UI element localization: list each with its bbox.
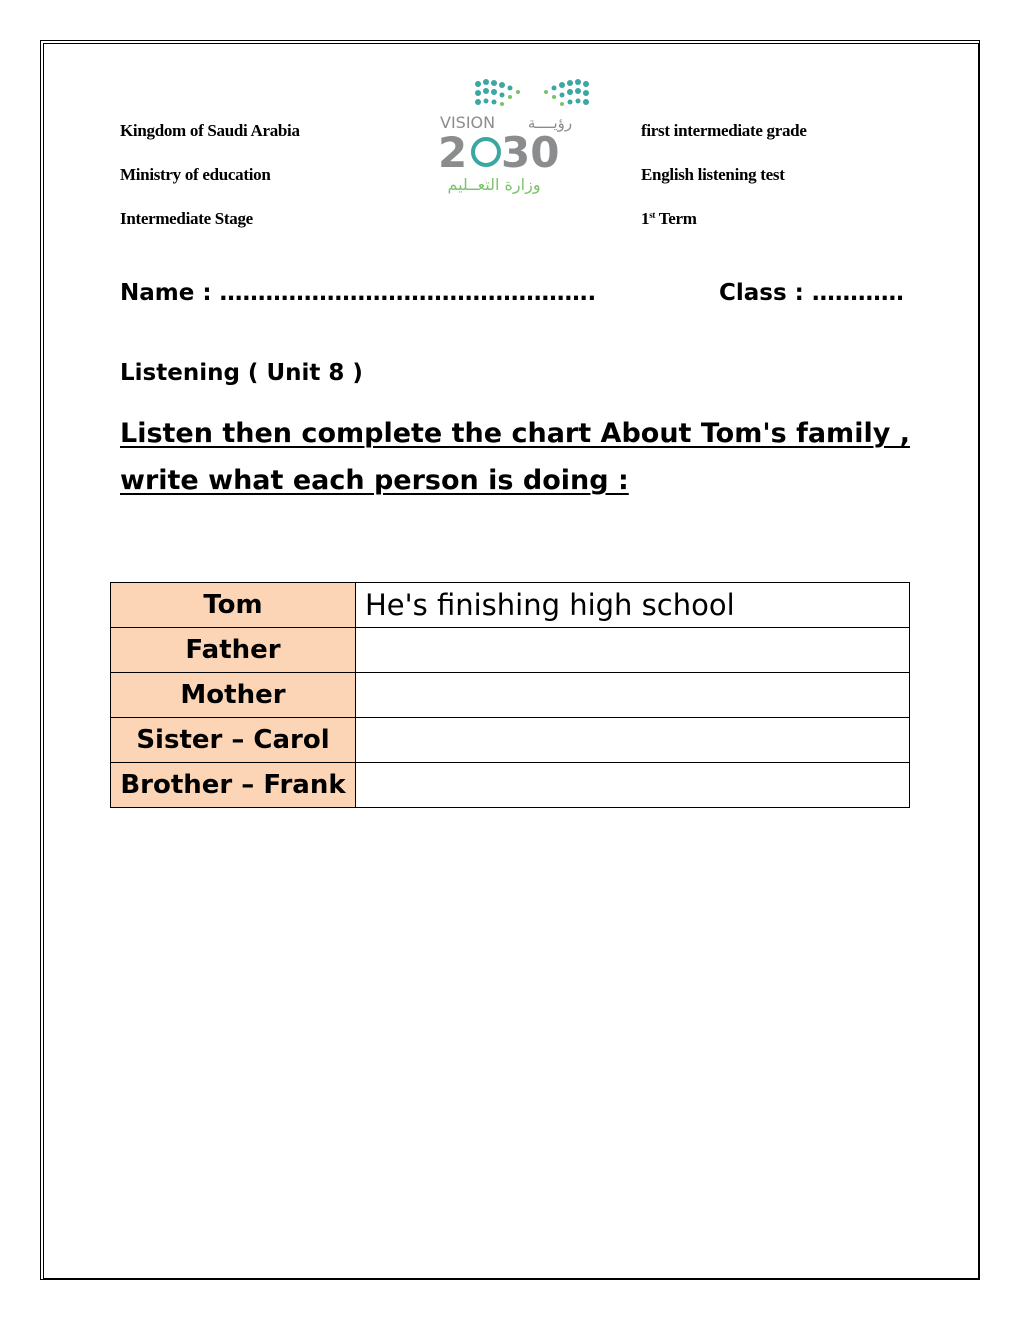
person-cell: Sister – Carol bbox=[111, 718, 356, 763]
name-field[interactable]: Name : …………………………………………. bbox=[120, 280, 597, 306]
answer-cell[interactable] bbox=[356, 673, 910, 718]
instruction-line-1: Listen then complete the chart About Tom's family , bbox=[120, 418, 910, 449]
logo-vision-text: VISION bbox=[440, 113, 496, 132]
logo-year-right: 30 bbox=[501, 128, 560, 177]
person-cell: Mother bbox=[111, 673, 356, 718]
logo-emblem-icon bbox=[473, 139, 499, 165]
answer-cell[interactable] bbox=[356, 763, 910, 808]
table-row bbox=[111, 628, 910, 673]
answer-cell[interactable]: He's finishing high school bbox=[356, 583, 910, 628]
answer-cell[interactable] bbox=[356, 628, 910, 673]
logo-year-left: 2 bbox=[438, 128, 468, 177]
table-row bbox=[111, 583, 910, 628]
table-row bbox=[111, 718, 910, 763]
instruction-line-2: write what each person is doing : bbox=[120, 465, 629, 496]
header-grade: first intermediate grade bbox=[641, 121, 807, 140]
header-test: English listening test bbox=[641, 165, 785, 184]
section-title: Listening ( Unit 8 ) bbox=[120, 360, 363, 386]
person-cell: Brother – Frank bbox=[111, 763, 356, 808]
vision-2030-ministry-logo bbox=[432, 74, 592, 196]
person-cell: Tom bbox=[111, 583, 356, 628]
logo-dots-icon bbox=[475, 79, 589, 106]
family-chart-table bbox=[110, 582, 910, 808]
header-term: 1st Term bbox=[641, 209, 697, 228]
header-country: Kingdom of Saudi Arabia bbox=[120, 121, 300, 140]
table-row bbox=[111, 763, 910, 808]
header-ministry: Ministry of education bbox=[120, 165, 271, 184]
header-stage: Intermediate Stage bbox=[120, 209, 253, 228]
logo-vision-arabic: رؤيــــة bbox=[527, 114, 573, 132]
table-row bbox=[111, 673, 910, 718]
logo-ministry-arabic: وزارة التعــليم bbox=[447, 175, 541, 194]
answer-cell[interactable] bbox=[356, 718, 910, 763]
class-field[interactable]: Class : ………… bbox=[719, 280, 904, 306]
person-cell: Father bbox=[111, 628, 356, 673]
